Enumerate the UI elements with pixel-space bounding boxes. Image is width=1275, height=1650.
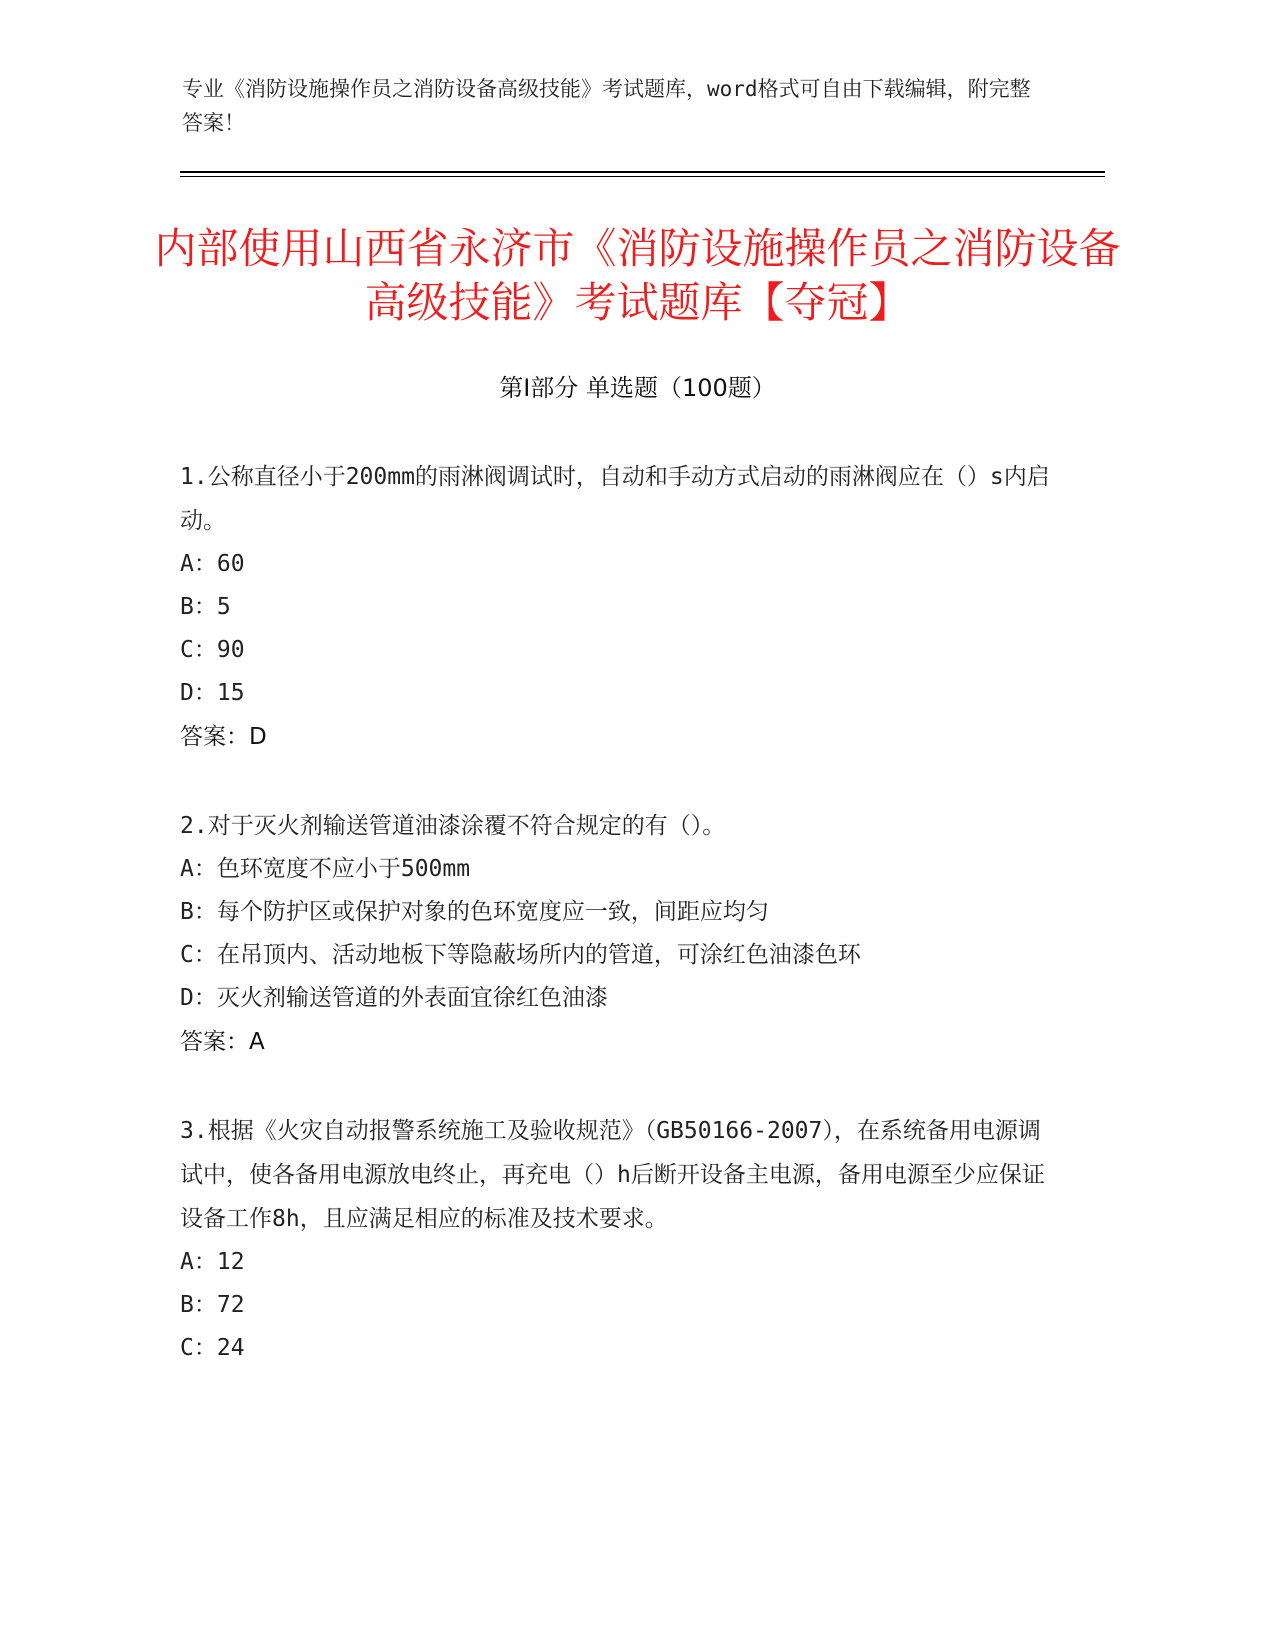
question-stem: 2.对于灭火剂输送管道油漆涂覆不符合规定的有（）。 bbox=[180, 813, 726, 839]
header-note: 专业《消防设施操作员之消防设备高级技能》考试题库，word格式可自由下载编辑，附完整答案！ bbox=[182, 77, 1031, 135]
question-block bbox=[180, 804, 1050, 1064]
question-option: C：24 bbox=[180, 1335, 245, 1361]
question-option: B：5 bbox=[180, 594, 231, 620]
document-title: 内部使用山西省永济市《消防设施操作员之消防设备高级技能》考试题库【夺冠】 bbox=[154, 224, 1121, 327]
section-heading: 第I部分 单选题（100题） bbox=[499, 374, 776, 402]
question-option: A：色环宽度不应小于500mm bbox=[180, 856, 471, 882]
question-option: D：灭火剂输送管道的外表面宜徐红色油漆 bbox=[180, 985, 608, 1011]
question-block bbox=[180, 455, 1050, 759]
question-answer: 答案：A bbox=[180, 1029, 265, 1055]
question-option: A：60 bbox=[180, 551, 245, 577]
question-list bbox=[180, 455, 1050, 1370]
question-option: D：15 bbox=[180, 680, 245, 706]
header-divider-thin bbox=[180, 176, 1105, 177]
question-block bbox=[180, 1109, 1050, 1370]
question-option: A：12 bbox=[180, 1249, 245, 1275]
question-stem: 1.公称直径小于200mm的雨淋阀调试时，自动和手动方式启动的雨淋阀应在（）s内启动。 bbox=[180, 464, 1050, 534]
question-answer: 答案：D bbox=[180, 724, 267, 750]
question-option: C：90 bbox=[180, 637, 245, 663]
question-option: B：每个防护区或保护对象的色环宽度应一致，间距应均匀 bbox=[180, 899, 769, 925]
question-stem: 3.根据《火灾自动报警系统施工及验收规范》（GB50166-2007），在系统备用电源调试中，使各备用电源放电终止，再充电（）h后断开设备主电源，备用电源至少应保证设备工作8h，且应满足相应的标准及技术要求。 bbox=[180, 1118, 1045, 1232]
question-option: C：在吊顶内、活动地板下等隐蔽场所内的管道，可涂红色油漆色环 bbox=[180, 942, 861, 968]
header-divider-thick bbox=[180, 171, 1105, 173]
question-option: B：72 bbox=[180, 1292, 245, 1318]
